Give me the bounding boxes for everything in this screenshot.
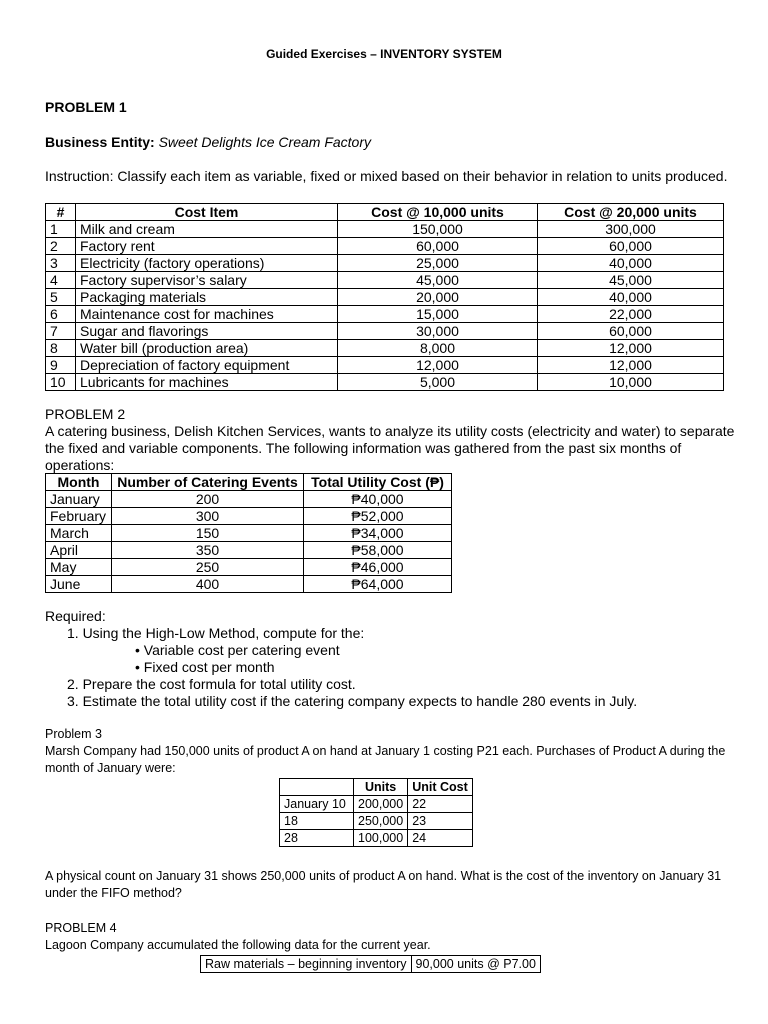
required-list <box>45 608 637 710</box>
entity-name: Sweet Delights Ice Cream Factory <box>158 134 371 150</box>
problem2-text: A catering business, Delish Kitchen Services, wants to analyze its utility costs (electricity and water) to separate the fixed and variable components. The following information was gathered from the past six months of operations: <box>45 423 735 473</box>
table-cell: 12,000 <box>538 357 724 374</box>
purchases-table <box>279 778 473 847</box>
cost-item-table <box>45 203 724 391</box>
table-cell: 300 <box>112 508 304 525</box>
header-events: Number of Catering Events <box>112 474 304 491</box>
header-units: Units <box>354 779 408 796</box>
problem2-block <box>45 406 735 474</box>
problem3-heading: Problem 3 <box>45 727 102 741</box>
table-cell: 12,000 <box>338 357 538 374</box>
table-row <box>46 289 724 306</box>
table-cell: 350 <box>112 542 304 559</box>
table-cell: 60,000 <box>538 323 724 340</box>
table-cell: February <box>46 508 112 525</box>
table-cell: 30,000 <box>338 323 538 340</box>
table-cell: 200 <box>112 491 304 508</box>
table-row <box>46 323 724 340</box>
table-cell: Sugar and flavorings <box>76 323 338 340</box>
table-cell: Factory supervisor’s salary <box>76 272 338 289</box>
table-cell: 7 <box>46 323 76 340</box>
table-cell: 60,000 <box>538 238 724 255</box>
required-item-2: 2. Prepare the cost formula for total utility cost. <box>67 676 356 692</box>
table-cell: Lubricants for machines <box>76 374 338 391</box>
table-row <box>46 576 452 593</box>
table-cell: 8,000 <box>338 340 538 357</box>
table-cell: Milk and cream <box>76 221 338 238</box>
problem4-heading: PROBLEM 4 <box>45 921 117 935</box>
table-cell: ₱34,000 <box>304 525 452 542</box>
table-row <box>46 306 724 323</box>
table-cell: March <box>46 525 112 542</box>
table-row <box>280 796 473 813</box>
table-row <box>46 340 724 357</box>
header-cost-item: Cost Item <box>76 204 338 221</box>
table-row <box>46 374 724 391</box>
table-cell: May <box>46 559 112 576</box>
table-cell: 40,000 <box>538 289 724 306</box>
utility-cost-table <box>45 473 452 593</box>
entity-label: Business Entity: <box>45 134 155 150</box>
table-cell: 4 <box>46 272 76 289</box>
table-header-row <box>280 779 473 796</box>
problem1-instruction: Instruction: Classify each item as variable, fixed or mixed based on their behavior in relation to units produced. <box>45 168 728 184</box>
required-item-3: 3. Estimate the total utility cost if the catering company expects to handle 280 events in July. <box>67 693 638 709</box>
table-row <box>280 830 473 847</box>
header-unit-cost: Unit Cost <box>408 779 473 796</box>
table-cell: 150,000 <box>338 221 538 238</box>
table-cell: 23 <box>408 813 473 830</box>
required-item-1b: • Fixed cost per month <box>135 659 275 675</box>
header-date <box>280 779 354 796</box>
table-cell: 6 <box>46 306 76 323</box>
table-cell: 24 <box>408 830 473 847</box>
table-cell: Factory rent <box>76 238 338 255</box>
table-row <box>46 491 452 508</box>
table-cell: Electricity (factory operations) <box>76 255 338 272</box>
table-cell: June <box>46 576 112 593</box>
table-row <box>46 238 724 255</box>
table-cell: 20,000 <box>338 289 538 306</box>
required-item-1: 1. Using the High-Low Method, compute for the: <box>67 625 365 641</box>
document-title: Guided Exercises – INVENTORY SYSTEM <box>266 47 502 61</box>
table-cell: 90,000 units @ P7.00 <box>411 956 540 973</box>
table-header-row <box>46 474 452 491</box>
table-cell: ₱64,000 <box>304 576 452 593</box>
table-cell: 10,000 <box>538 374 724 391</box>
table-cell: 200,000 <box>354 796 408 813</box>
problem3-question: A physical count on January 31 shows 250,000 units of product A on hand. What is the cost of the inventory on January 31 under the FIFO method? <box>45 869 722 900</box>
table-row <box>46 255 724 272</box>
table-row <box>280 813 473 830</box>
table-cell: Maintenance cost for machines <box>76 306 338 323</box>
problem3-block <box>45 726 735 777</box>
table-cell: 12,000 <box>538 340 724 357</box>
table-row <box>201 956 541 973</box>
header-utility-cost: Total Utility Cost (₱) <box>304 474 452 491</box>
header-month: Month <box>46 474 112 491</box>
table-cell: 400 <box>112 576 304 593</box>
table-cell: April <box>46 542 112 559</box>
header-number: # <box>46 204 76 221</box>
table-cell: ₱40,000 <box>304 491 452 508</box>
table-row <box>46 542 452 559</box>
problem1-heading: PROBLEM 1 <box>45 99 127 115</box>
table-cell: ₱46,000 <box>304 559 452 576</box>
table-cell: Packaging materials <box>76 289 338 306</box>
table-cell: 60,000 <box>338 238 538 255</box>
table-cell: 300,000 <box>538 221 724 238</box>
table-cell: 100,000 <box>354 830 408 847</box>
table-cell: 250,000 <box>354 813 408 830</box>
table-cell: 40,000 <box>538 255 724 272</box>
table-cell: ₱58,000 <box>304 542 452 559</box>
table-cell: ₱52,000 <box>304 508 452 525</box>
table-row <box>46 357 724 374</box>
table-cell: Depreciation of factory equipment <box>76 357 338 374</box>
table-cell: 25,000 <box>338 255 538 272</box>
table-cell: 45,000 <box>338 272 538 289</box>
problem4-text: Lagoon Company accumulated the following data for the current year. <box>45 938 431 952</box>
table-cell: 45,000 <box>538 272 724 289</box>
table-cell: January <box>46 491 112 508</box>
table-cell: 250 <box>112 559 304 576</box>
table-cell: 5,000 <box>338 374 538 391</box>
business-entity <box>45 134 371 150</box>
table-cell: January 10 <box>280 796 354 813</box>
table-cell: 9 <box>46 357 76 374</box>
table-row <box>46 525 452 542</box>
table-cell: 8 <box>46 340 76 357</box>
table-cell: 22,000 <box>538 306 724 323</box>
table-cell: 150 <box>112 525 304 542</box>
table-cell: Raw materials – beginning inventory <box>201 956 412 973</box>
header-cost-10000: Cost @ 10,000 units <box>338 204 538 221</box>
problem4-block <box>45 920 735 954</box>
table-cell: 3 <box>46 255 76 272</box>
table-cell: 1 <box>46 221 76 238</box>
table-cell: 22 <box>408 796 473 813</box>
table-cell: 10 <box>46 374 76 391</box>
problem3-text: Marsh Company had 150,000 units of product A on hand at January 1 costing P21 each. Purchases of Product A during the month of January were: <box>45 744 726 775</box>
table-cell: 18 <box>280 813 354 830</box>
problem2-heading: PROBLEM 2 <box>45 406 126 422</box>
table-cell: 15,000 <box>338 306 538 323</box>
table-row <box>46 559 452 576</box>
table-row <box>46 508 452 525</box>
lagoon-data-table <box>200 955 541 973</box>
required-label: Required: <box>45 608 106 624</box>
header-cost-20000: Cost @ 20,000 units <box>538 204 724 221</box>
table-row <box>46 221 724 238</box>
table-cell: Water bill (production area) <box>76 340 338 357</box>
required-item-1a: • Variable cost per catering event <box>135 642 340 658</box>
table-cell: 5 <box>46 289 76 306</box>
table-cell: 2 <box>46 238 76 255</box>
table-header-row <box>46 204 724 221</box>
table-row <box>46 272 724 289</box>
table-cell: 28 <box>280 830 354 847</box>
